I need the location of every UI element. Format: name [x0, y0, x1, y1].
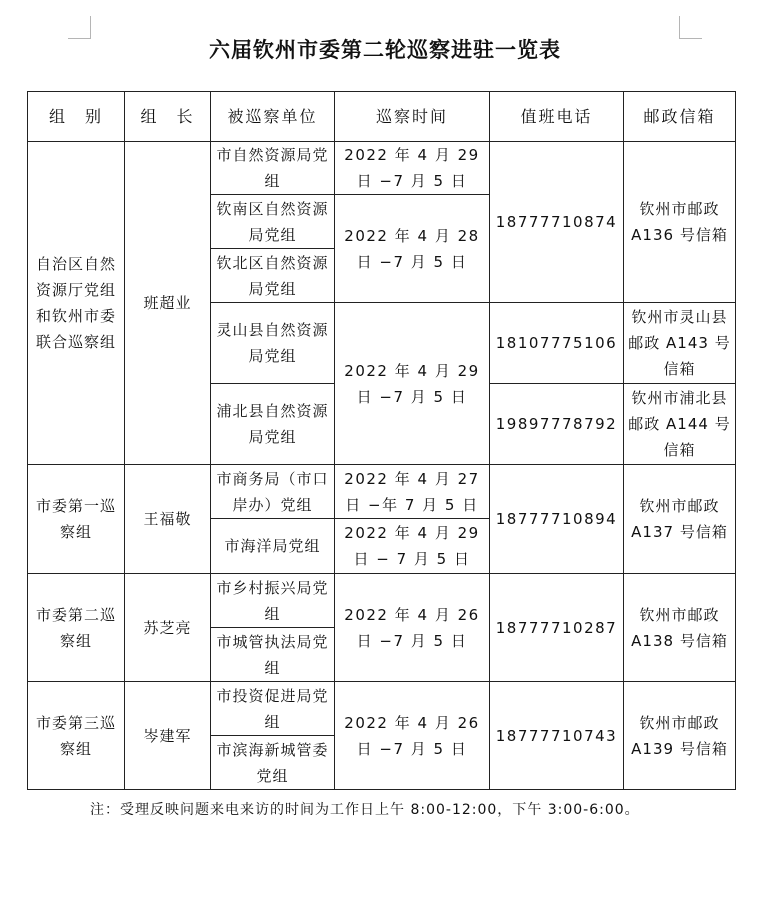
phone-cell: 18777710287	[490, 574, 624, 682]
unit-cell: 市乡村振兴局党组	[211, 574, 335, 628]
table-row	[28, 142, 736, 195]
time-cell: 2022 年 4 月 26 日 −7 月 5 日	[335, 682, 490, 790]
unit-cell: 钦南区自然资源局党组	[211, 195, 335, 249]
time-cell: 2022 年 4 月 29 日 − 7 月 5 日	[335, 519, 490, 574]
unit-cell: 市城管执法局党组	[211, 628, 335, 682]
group-cell: 市委第一巡察组	[28, 465, 125, 574]
time-cell: 2022 年 4 月 26 日 −7 月 5 日	[335, 574, 490, 682]
phone-cell: 18107775106	[490, 303, 624, 384]
time-cell: 2022 年 4 月 28 日 −7 月 5 日	[335, 195, 490, 303]
group-cell: 市委第二巡察组	[28, 574, 125, 682]
mailbox-cell: 钦州市邮政 A137 号信箱	[624, 465, 736, 574]
group-cell: 自治区自然资源厅党组和钦州市委联合巡察组	[28, 142, 125, 465]
unit-cell: 市投资促进局党组	[211, 682, 335, 736]
phone-cell: 18777710874	[490, 142, 624, 303]
time-cell: 2022 年 4 月 29 日 −7 月 5 日	[335, 303, 490, 465]
unit-cell: 市商务局（市口岸办）党组	[211, 465, 335, 519]
time-cell: 2022 年 4 月 29 日 −7 月 5 日	[335, 142, 490, 195]
unit-cell: 钦北区自然资源局党组	[211, 249, 335, 303]
header-leader: 组 长	[125, 92, 211, 142]
header-group: 组 别	[28, 92, 125, 142]
table-header-row	[28, 92, 736, 142]
header-phone: 值班电话	[490, 92, 624, 142]
header-mailbox: 邮政信箱	[624, 92, 736, 142]
mailbox-cell: 钦州市浦北县邮政 A144 号信箱	[624, 384, 736, 465]
mailbox-cell: 钦州市灵山县邮政 A143 号信箱	[624, 303, 736, 384]
unit-cell: 浦北县自然资源局党组	[211, 384, 335, 465]
table-row	[28, 465, 736, 519]
footnote: 注：受理反映问题来电来访的时间为工作日上午 8:00-12:00，下午 3:00-6:00。	[90, 802, 640, 818]
table-row	[28, 574, 736, 628]
document-title: 六届钦州市委第二轮巡察进驻一览表	[209, 37, 561, 62]
header-time: 巡察时间	[335, 92, 490, 142]
phone-cell: 19897778792	[490, 384, 624, 465]
leader-cell: 岑建军	[125, 682, 211, 790]
table-row	[28, 682, 736, 736]
time-cell: 2022 年 4 月 27 日 −年 7 月 5 日	[335, 465, 490, 519]
unit-cell: 灵山县自然资源局党组	[211, 303, 335, 384]
phone-cell: 18777710743	[490, 682, 624, 790]
mailbox-cell: 钦州市邮政 A138 号信箱	[624, 574, 736, 682]
leader-cell: 王福敬	[125, 465, 211, 574]
leader-cell: 苏芝亮	[125, 574, 211, 682]
unit-cell: 市滨海新城管委党组	[211, 736, 335, 790]
unit-cell: 市自然资源局党组	[211, 142, 335, 195]
mailbox-cell: 钦州市邮政 A136 号信箱	[624, 142, 736, 303]
phone-cell: 18777710894	[490, 465, 624, 574]
header-unit: 被巡察单位	[211, 92, 335, 142]
leader-cell: 班超业	[125, 142, 211, 465]
mailbox-cell: 钦州市邮政 A139 号信箱	[624, 682, 736, 790]
inspection-table	[27, 91, 736, 790]
group-cell: 市委第三巡察组	[28, 682, 125, 790]
unit-cell: 市海洋局党组	[211, 519, 335, 574]
